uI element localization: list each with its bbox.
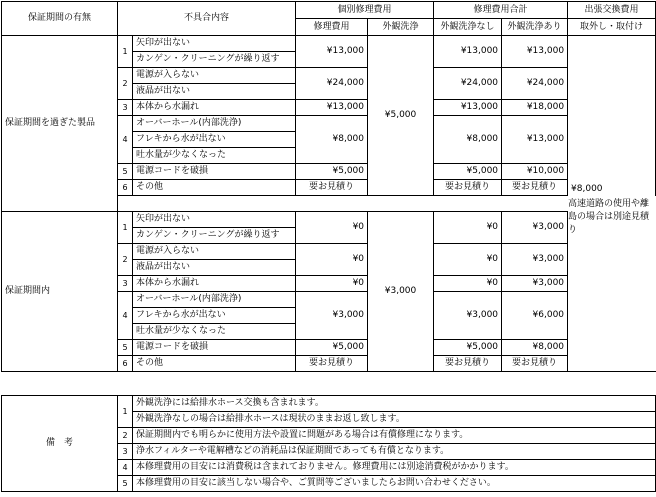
notes-label: 備 考 [2, 396, 118, 492]
note-text: 外観洗浄なしの場合は給排水ホースは現状のままお返し致します。 [133, 412, 656, 428]
row-number: 3 [118, 276, 133, 292]
repair-fee: ¥3,000 [296, 292, 368, 340]
total-with-cleaning: ¥3,000 [502, 276, 568, 292]
total-with-cleaning: 要お見積り [502, 356, 568, 372]
total-without-cleaning: ¥13,000 [434, 36, 502, 68]
total-with-cleaning: ¥13,000 [502, 36, 568, 68]
total-with-cleaning: ¥6,000 [502, 292, 568, 340]
section-title: 保証期間内 [2, 212, 118, 372]
repair-fee: ¥5,000 [296, 340, 368, 356]
row-number: 6 [118, 180, 133, 196]
header-exterior-cleaning: 外観洗浄 [368, 19, 434, 36]
note-number: 2 [118, 428, 133, 444]
repair-fee: ¥5,000 [296, 164, 368, 180]
note-text: 保証期間内でも明らかに使用方法や設置に問題がある場合は有償修理になります。 [133, 428, 656, 444]
note-number: 3 [118, 444, 133, 460]
issue-item: カンゲン・クリーニングが繰り返す [133, 52, 296, 68]
row-number: 4 [118, 116, 133, 164]
note-text: 本修理費用の目安には消費税は含まれておりません。修理費用には別途消費税がかかります。 [133, 460, 656, 476]
total-with-cleaning: ¥18,000 [502, 100, 568, 116]
total-with-cleaning: ¥3,000 [502, 212, 568, 244]
repair-fee: ¥0 [296, 244, 368, 276]
row-number: 6 [118, 356, 133, 372]
total-without-cleaning: ¥8,000 [434, 116, 502, 164]
repair-fee: 要お見積り [296, 356, 368, 372]
total-with-cleaning: 要お見積り [502, 180, 568, 196]
total-without-cleaning: ¥0 [434, 276, 502, 292]
issue-item: 本体から水漏れ [133, 100, 296, 116]
note-number: 4 [118, 460, 133, 476]
note-number: 1 [118, 396, 133, 428]
issue-item: 本体から水漏れ [133, 276, 296, 292]
header-with-cleaning: 外観洗浄あり [502, 19, 568, 36]
row-number: 5 [118, 164, 133, 180]
issue-item: フレキから水が出ない [133, 308, 296, 324]
header-without-cleaning: 外観洗浄なし [434, 19, 502, 36]
repair-fee: ¥0 [296, 276, 368, 292]
header-issue: 不具合内容 [118, 2, 296, 36]
total-without-cleaning: ¥0 [434, 212, 502, 244]
issue-item: オーバーホール(内部洗浄) [133, 292, 296, 308]
exterior-cleaning-fee: ¥5,000 [368, 36, 434, 196]
issue-item: その他 [133, 356, 296, 372]
total-without-cleaning: ¥13,000 [434, 100, 502, 116]
note-number: 5 [118, 476, 133, 492]
row-number: 2 [118, 244, 133, 276]
header-warranty-status: 保証期間の有無 [2, 2, 118, 36]
exterior-cleaning-fee: ¥3,000 [368, 212, 434, 372]
repair-fee: ¥8,000 [296, 116, 368, 164]
issue-item: フレキから水が出ない [133, 132, 296, 148]
total-without-cleaning: 要お見積り [434, 180, 502, 196]
total-without-cleaning: 要お見積り [434, 356, 502, 372]
issue-item: オーバーホール(内部洗浄) [133, 116, 296, 132]
row-number: 2 [118, 68, 133, 100]
travel-fee-price: ¥8,000 [568, 36, 656, 196]
total-with-cleaning: ¥10,000 [502, 164, 568, 180]
issue-item: 電源コードを破損 [133, 164, 296, 180]
header-travel-fee: 出張交換費用 [568, 2, 656, 19]
issue-item: 電源が入らない [133, 68, 296, 84]
header-removal-install: 取外し・取付け [568, 19, 656, 36]
issue-item: 矢印が出ない [133, 36, 296, 52]
repair-fee: ¥13,000 [296, 100, 368, 116]
header-repair-total: 修理費用合計 [434, 2, 568, 19]
repair-fee: ¥13,000 [296, 36, 368, 68]
issue-item: 液晶が出ない [133, 260, 296, 276]
repair-fee: 要お見積り [296, 180, 368, 196]
travel-fee-note: 高速道路の使用や離島の場合は別途見積り [568, 196, 656, 372]
issue-item: その他 [133, 180, 296, 196]
issue-item: カンゲン・クリーニングが繰り返す [133, 228, 296, 244]
issue-item: 液晶が出ない [133, 84, 296, 100]
repair-fee: ¥24,000 [296, 68, 368, 100]
section-title: 保証期間を過ぎた製品 [2, 36, 118, 212]
row-number: 5 [118, 340, 133, 356]
total-with-cleaning: ¥24,000 [502, 68, 568, 100]
header-individual-repair: 個別修理費用 [296, 2, 434, 19]
header-repair-fee: 修理費用 [296, 19, 368, 36]
note-text: 浄水フィルターや電解槽などの消耗品は保証期間であっても有償となります。 [133, 444, 656, 460]
row-number: 1 [118, 212, 133, 244]
total-without-cleaning: ¥0 [434, 244, 502, 276]
issue-item: 吐水量が少なくなった [133, 148, 296, 164]
issue-item: 吐水量が少なくなった [133, 324, 296, 340]
total-without-cleaning: ¥24,000 [434, 68, 502, 100]
issue-item: 矢印が出ない [133, 212, 296, 228]
issue-item: 電源が入らない [133, 244, 296, 260]
row-number: 1 [118, 36, 133, 68]
total-without-cleaning: ¥5,000 [434, 340, 502, 356]
note-text: 本修理費用の目安に該当しない場合や、ご質問等ございましたらお問い合わせください。 [133, 476, 656, 492]
note-text: 外観洗浄には給排水ホース交換も含まれます。 [133, 396, 656, 412]
repair-cost-table [1, 1, 656, 372]
row-number: 4 [118, 292, 133, 340]
repair-fee: ¥0 [296, 212, 368, 244]
total-without-cleaning: ¥5,000 [434, 164, 502, 180]
total-with-cleaning: ¥8,000 [502, 340, 568, 356]
issue-item: 電源コードを破損 [133, 340, 296, 356]
total-without-cleaning: ¥3,000 [434, 292, 502, 340]
row-number: 3 [118, 100, 133, 116]
notes-table [1, 395, 656, 492]
total-with-cleaning: ¥3,000 [502, 244, 568, 276]
total-with-cleaning: ¥13,000 [502, 116, 568, 164]
